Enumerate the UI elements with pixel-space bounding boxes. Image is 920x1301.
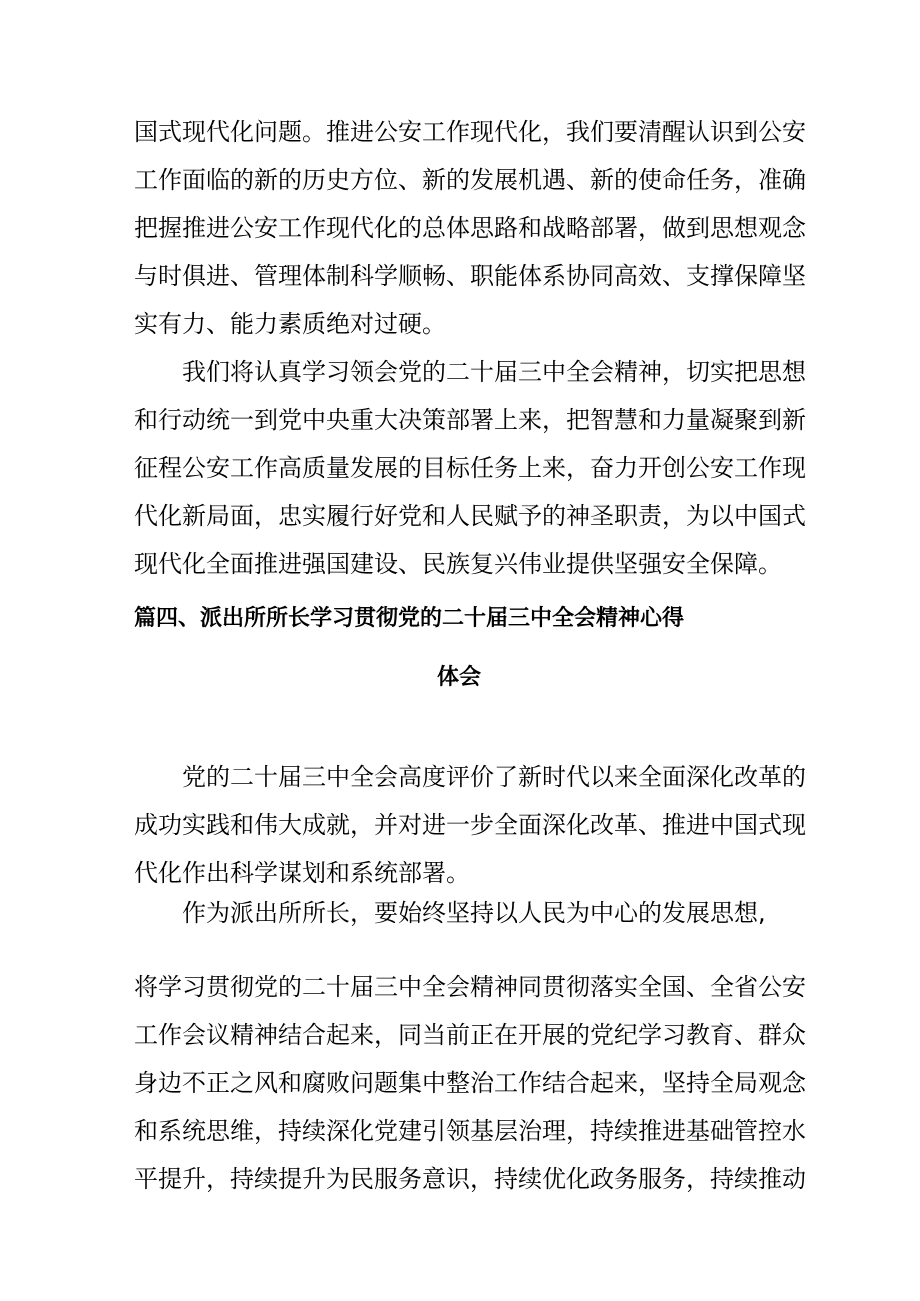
paragraph-line: 征程公安工作高质量发展的目标任务上来，奋力开创公安工作现 xyxy=(134,454,806,482)
paragraph-line: 党的二十届三中全会高度评价了新时代以来全面深化改革的 xyxy=(182,763,806,791)
paragraph-line: 工作会议精神结合起来，同当前正在开展的党纪学习教育、群众 xyxy=(134,1021,806,1049)
paragraph-line: 现代化全面推进强国建设、民族复兴伟业提供坚强安全保障。 xyxy=(134,550,782,578)
paragraph-line: 成功实践和伟大成就，并对进一步全面深化改革、推进中国式现 xyxy=(134,811,806,839)
paragraph-line: 和行动统一到党中央重大决策部署上来，把智慧和力量凝聚到新 xyxy=(134,406,806,434)
paragraph-line: 实有力、能力素质绝对过硬。 xyxy=(134,310,446,338)
paragraph-line: 作为派出所所长，要始终坚持以人民为中心的发展思想, xyxy=(182,899,766,927)
paragraph-line: 代化作出科学谋划和系统部署。 xyxy=(134,859,470,887)
paragraph-line: 与时俱进、管理体制科学顺畅、职能体系协同高效、支撑保障坚 xyxy=(134,262,806,290)
paragraph-line: 将学习贯彻党的二十届三中全会精神同贯彻落实全国、全省公安 xyxy=(134,973,806,1001)
paragraph-line: 平提升，持续提升为民服务意识，持续优化政务服务，持续推动 xyxy=(134,1165,806,1193)
heading-line-1: 篇四、派出所所长学习贯彻党的二十届三中全会精神心得 xyxy=(134,606,685,631)
heading-line-2: 体会 xyxy=(437,665,482,690)
paragraph-line: 代化新局面，忠实履行好党和人民赋予的神圣职责，为以中国式 xyxy=(134,502,806,530)
paragraph-line: 工作面临的新的历史方位、新的发展机遇、新的使命任务，准确 xyxy=(134,166,806,194)
paragraph-line: 把握推进公安工作现代化的总体思路和战略部署，做到思想观念 xyxy=(134,214,806,242)
paragraph-line: 身边不正之风和腐败问题集中整治工作结合起来，坚持全局观念 xyxy=(134,1069,806,1097)
paragraph-line: 国式现代化问题。推进公安工作现代化，我们要清醒认识到公安 xyxy=(134,118,806,146)
paragraph-line: 和系统思维，持续深化党建引领基层治理，持续推进基础管控水 xyxy=(134,1117,806,1145)
paragraph-line: 我们将认真学习领会党的二十届三中全会精神，切实把思想 xyxy=(182,358,806,386)
